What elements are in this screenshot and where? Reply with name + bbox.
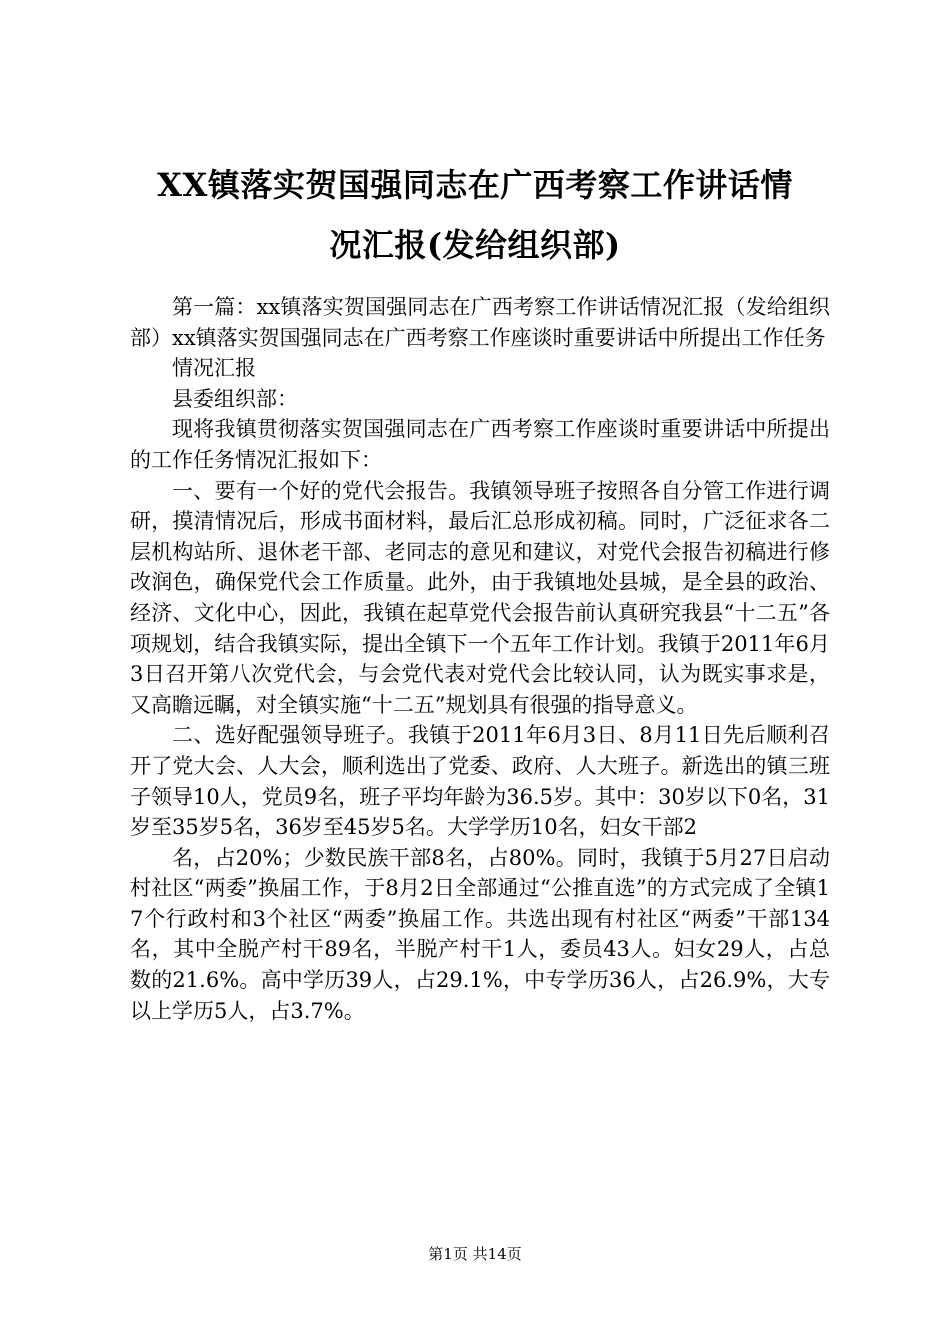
paragraph-addressee: 县委组织部： [172, 386, 298, 411]
paragraph-section-1: 一、要有一个好的党代会报告。我镇领导班子按照各自分管工作进行调研，摸清情况后，形成书面材料，最后汇总形成初稿。同时，广泛征求各二层机构站所、退休老干部、老同志的意见和建议，对党代会报告初稿进行修改润色，确保党代会工作质量。此外，由于我镇地处县城，是全县的政治、经济、文化中心，因此，我镇在起草党代会报告前认真研究我县“十二五”各项规划，结合我镇实际，提出全镇下一个五年工作计划。我镇于2011年6月3日召开第八次党代会，与会党代表对党代会比较认同，认为既实事求是，又高瞻远瞩，对全镇实施“十二五”规划具有很强的指导意义。 [130, 478, 830, 717]
page-number-footer: 第1页 共14页 [428, 1245, 522, 1263]
paragraph-report-heading: 情况汇报 [172, 356, 256, 381]
document-title-line-1: XX镇落实贺国强同志在广西考察工作讲话情 [157, 166, 793, 204]
paragraph-intro: 第一篇：xx镇落实贺国强同志在广西考察工作讲话情况汇报（发给组织部）xx镇落实贺国强同志在广西考察工作座谈时重要讲话中所提出工作任务 [130, 295, 830, 350]
document-body [130, 292, 830, 1026]
document-title-line-2: 况汇报(发给组织部) [329, 226, 621, 264]
paragraph-section-2: 二、选好配强领导班子。我镇于2011年6月3日、8月11日先后顺利召开了党大会、人大会，顺利选出了党委、政府、人大班子。新选出的镇三班子领导10人，党员9名，班子平均年龄为36.5岁。其中：30岁以下0名，31岁至35岁5名，36岁至45岁5名。大学学历10名，妇女干部2 [130, 723, 830, 840]
paragraph-preface: 现将我镇贯彻落实贺国强同志在广西考察工作座谈时重要讲话中所提出的工作任务情况汇报如下： [130, 417, 830, 472]
paragraph-section-2-continued: 名，占20%；少数民族干部8名，占80%。同时，我镇于5月27日启动村社区“两委”换届工作，于8月2日全部通过“公推直选”的方式完成了全镇17个行政村和3个社区“两委”换届工作。共选出现有村社区“两委”干部134名，其中全脱产村干89名，半脱产村干1人，委员43人。妇女29人，占总数的21.6%。高中学历39人，占29.1%，中专学历36人，占26.9%，大专以上学历5人，占3.7%。 [130, 845, 830, 1023]
